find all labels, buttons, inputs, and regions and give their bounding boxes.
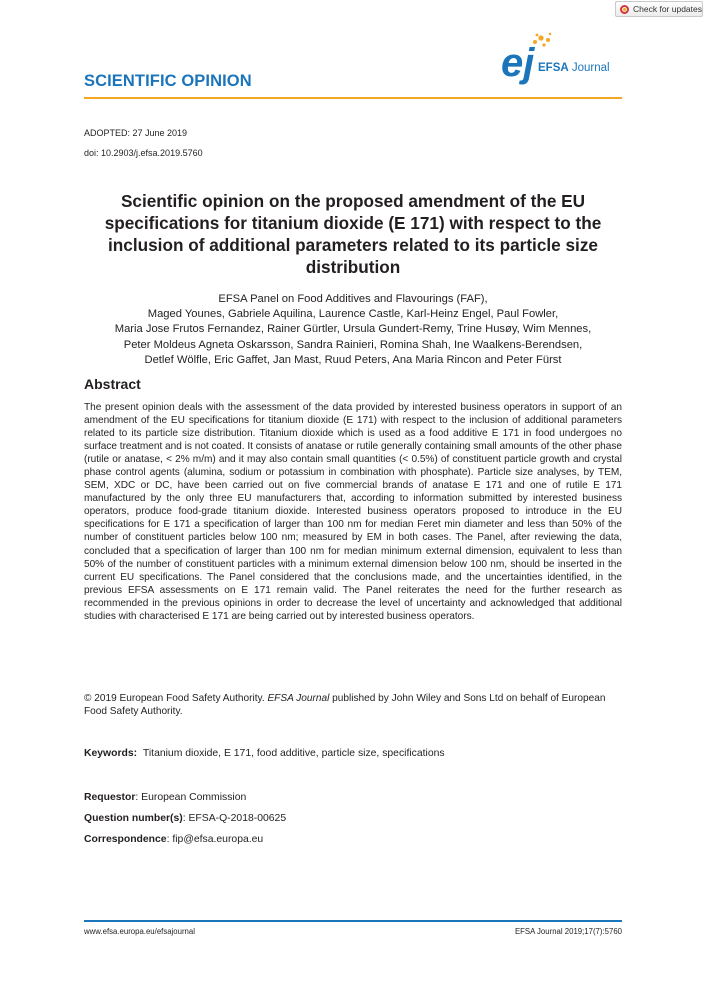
efsa-journal-logo-icon (497, 28, 627, 88)
requestor: Requestor: European Commission (84, 792, 247, 803)
logo-wordmark: EFSA Journal (538, 62, 610, 74)
footer-citation: EFSA Journal 2019;17(7):5760 (514, 927, 622, 936)
author-list (84, 292, 622, 368)
keywords-value: Titanium dioxide, E 171, food additive, particle size, specifications (142, 748, 445, 759)
question-number: Question number(s): EFSA-Q-2018-00625 (84, 813, 287, 824)
journal-name: EFSA Journal (267, 693, 330, 704)
check-for-updates-label: Check for updates (633, 4, 702, 14)
author-line: Detlef Wölfle, Eric Gaffet, Jan Mast, Ruud Peters, Ana Maria Rincon and Peter Fürst (144, 353, 562, 366)
correspondence: Correspondence: fip@efsa.europa.eu (84, 834, 264, 845)
author-line: EFSA Panel on Food Additives and Flavourings (FAF), (218, 293, 488, 305)
adopted-date: ADOPTED: 27 June 2019 (84, 128, 188, 138)
keywords: Keywords: Titanium dioxide, E 171, food additive, particle size, specifications (84, 748, 445, 759)
crossmark-icon (620, 5, 629, 14)
footer-website-link[interactable]: www.efsa.europa.eu/efsajournal (84, 927, 195, 936)
section-title: SCIENTIFIC OPINION (84, 72, 252, 90)
header-divider (84, 97, 622, 99)
footer-divider (84, 920, 622, 922)
author-line: Maged Younes, Gabriele Aquilina, Laurence Castle, Karl-Heinz Engel, Paul Fowler, (147, 308, 559, 321)
doi-link[interactable]: doi: 10.2903/j.efsa.2019.5760 (84, 148, 203, 158)
logo-mark: ej (501, 41, 535, 85)
check-for-updates-button[interactable] (615, 1, 703, 17)
abstract-heading: Abstract (84, 376, 141, 392)
copyright-notice: © 2019 European Food Safety Authority. EFSA Journal published by John Wiley and Sons Ltd on behalf of European Food Safety Authority. (84, 693, 606, 718)
author-line: Maria Jose Frutos Fernandez, Rainer Gürtler, Ursula Gundert-Remy, Trine Husøy, Wim Mennes, (114, 323, 592, 336)
abstract-body: The present opinion deals with the assessment of the data provided by interested business operators in support of an amendment of the EU specifications for titanium dioxide (E 171) with respect to the inclusion of additional parameters related to its particle size distribution. Titanium dioxide which is used as a food additive E 171 in food undergoes no surface treatment and is not coated. It consists of anatase or rutile generally containing small amounts of the other phase (rutile or anatase, < 2% m/m) and it may also contain small quantities (< 0.5%) of constituent particle growth and crystal phase control agents (alumina, sodium or potassium in combination with phosphate). Particle size analyses, by TEM, SEM, XDC or DC, have been carried out on five commercial brands of anatase E 171 and one of rutile E 171 manufactured by the only three EU manufacturers that, according to information submitted by interested business operators, produce food-grade titanium dioxide. Interested business operators proposed to introduce in the EU specifications for E 171 a specification of larger than 100 nm for median Feret min diameter and less than 50% of the number of constituent particles below 100 nm; measured by EM in both cases. The Panel, after reviewing the data, concluded that a specification of larger than 100 nm for median minimum external dimension, equivalent to less than 50% of the number of constituent particles with a minimum external dimension below 100 nm, should be inserted in the current EU specifications. The Panel considered that the conclusions made, and the uncertainties identified, in the previous EFSA assessments on E 171 remain valid. The Panel reiterates the need for the further research as recommended in the previous opinions in order to decrease the level of uncertainty and acknowledged that additional studies with characterised E 171 are being carried out by interested business operators. (84, 402, 622, 622)
article-title: Scientific opinion on the proposed amendment of the EU specifications for titanium dioxide (E 171) with respect to the inclusion of additional parameters related to its particle size distribution (104, 191, 602, 277)
author-line: Peter Moldeus Agneta Oskarsson, Sandra Rainieri, Romina Shah, Ine Waalkens-Berendsen, (123, 338, 583, 351)
